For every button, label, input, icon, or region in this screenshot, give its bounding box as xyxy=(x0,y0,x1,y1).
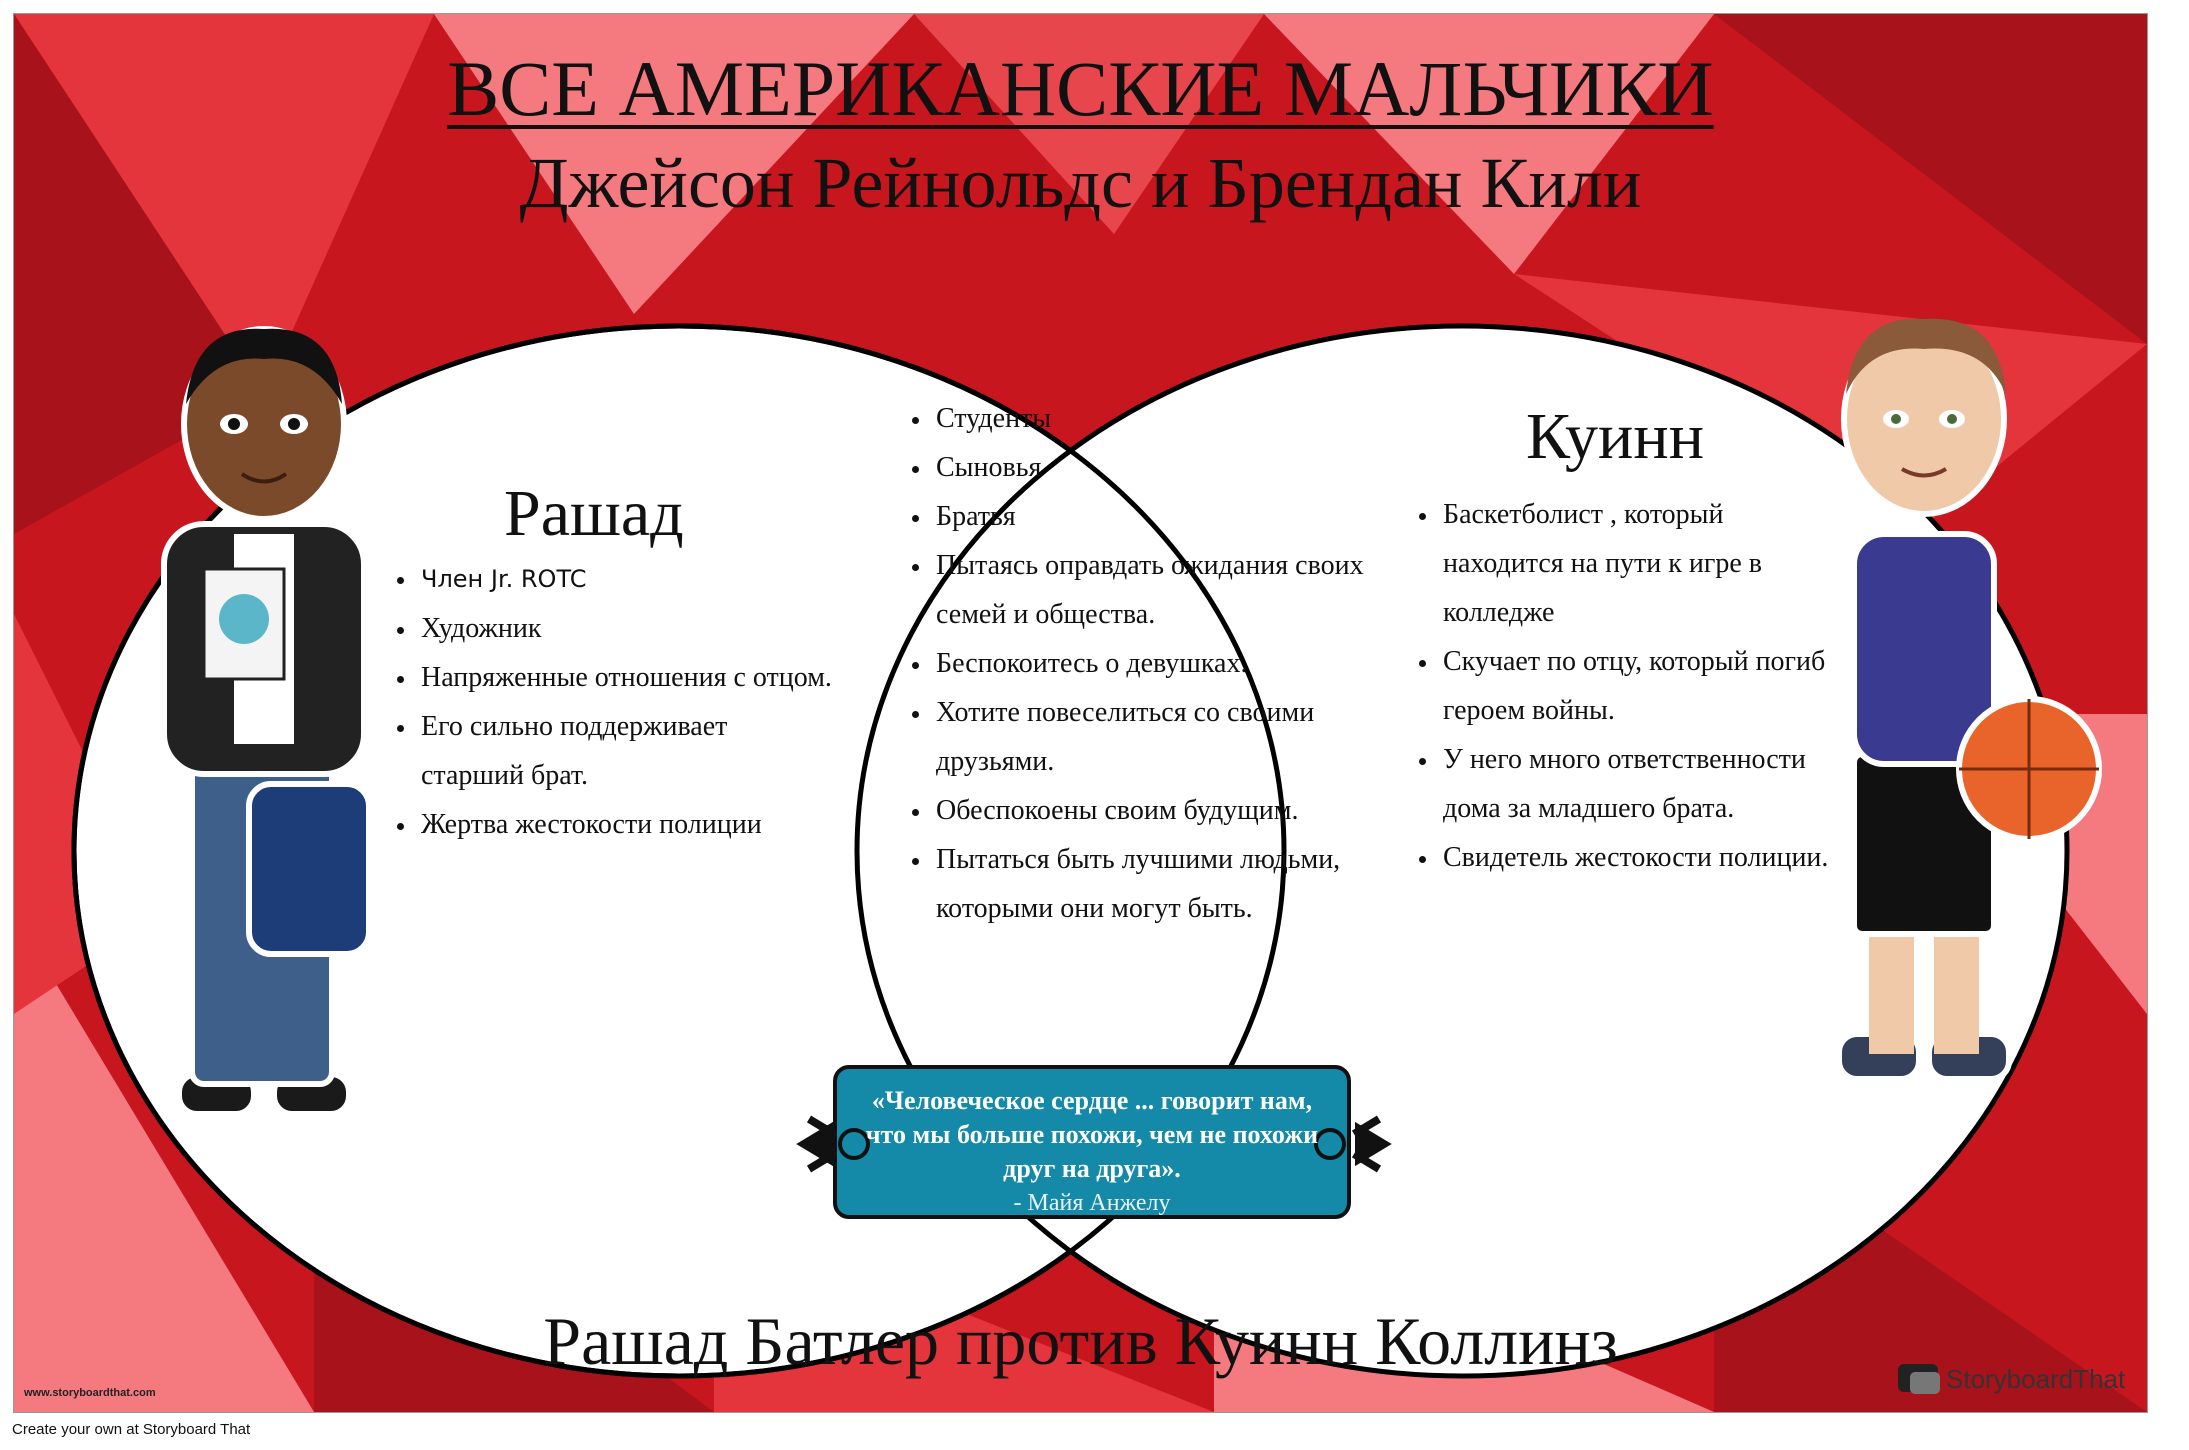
watermark-text: www.storyboardthat.com xyxy=(24,1387,156,1399)
quote-author: - Майя Анжелу xyxy=(1013,1190,1171,1216)
right-name: Куинн xyxy=(1526,400,1705,473)
create-link[interactable]: Create your own at Storyboard That xyxy=(12,1421,251,1438)
list-item: • Напряженные отношения с отцом. xyxy=(417,653,837,702)
list-item: • Свидетель жестокости полиции. xyxy=(1439,833,1839,882)
list-item: • Студенты xyxy=(932,394,1372,443)
footer-title: Рашад Батлер против Куинн Коллинз xyxy=(543,1303,1618,1379)
list-item: • Его сильно поддерживает старший брат. xyxy=(417,702,837,800)
page-title: ВСЕ АМЕРИКАНСКИЕ МАЛЬЧИКИ xyxy=(447,45,1714,132)
list-item: • Беспокоитесь о девушках. xyxy=(932,639,1372,688)
list-item: • Братья xyxy=(932,492,1372,541)
left-name: Рашад xyxy=(504,477,684,550)
list-item: • У него много ответственности дома за младшего брата. xyxy=(1439,735,1839,833)
list-item: • Баскетболист , который находится на пути к игре в колледже xyxy=(1439,490,1839,637)
list-item: • Пытаться быть лучшими людьми, которыми они могут быть. xyxy=(932,835,1372,933)
list-item: • Жертва жестокости полиции xyxy=(417,800,837,849)
list-item: • Член Jr. ROTC xyxy=(417,554,837,604)
page-subtitle: Джейсон Рейнольдс и Брендан Кили xyxy=(519,143,1642,223)
list-item: • Обеспокоены своим будущим. xyxy=(932,786,1372,835)
poster xyxy=(13,13,2148,1413)
list-item: • Хотите повеселиться со своими друзьями. xyxy=(932,688,1372,786)
list-item: • Сыновья xyxy=(932,443,1372,492)
storyboardthat-logo xyxy=(1896,1358,2136,1400)
logo-text: StoryboardThat xyxy=(1946,1364,2126,1394)
left-facts-list xyxy=(387,554,837,849)
quote-text: «Человеческое сердце ... говорит нам, что мы больше похожи, чем не похожи друг на друга». xyxy=(865,1086,1319,1183)
quote-box xyxy=(832,1064,1352,1214)
middle-facts-list xyxy=(902,394,1372,933)
character-rashad xyxy=(114,314,414,1144)
right-facts-list xyxy=(1409,490,1839,882)
list-item: • Пытаясь оправдать ожидания своих семей и общества. xyxy=(932,541,1372,639)
list-item: • Скучает по отцу, который погиб героем войны. xyxy=(1439,637,1839,735)
list-item: • Художник xyxy=(417,604,837,653)
